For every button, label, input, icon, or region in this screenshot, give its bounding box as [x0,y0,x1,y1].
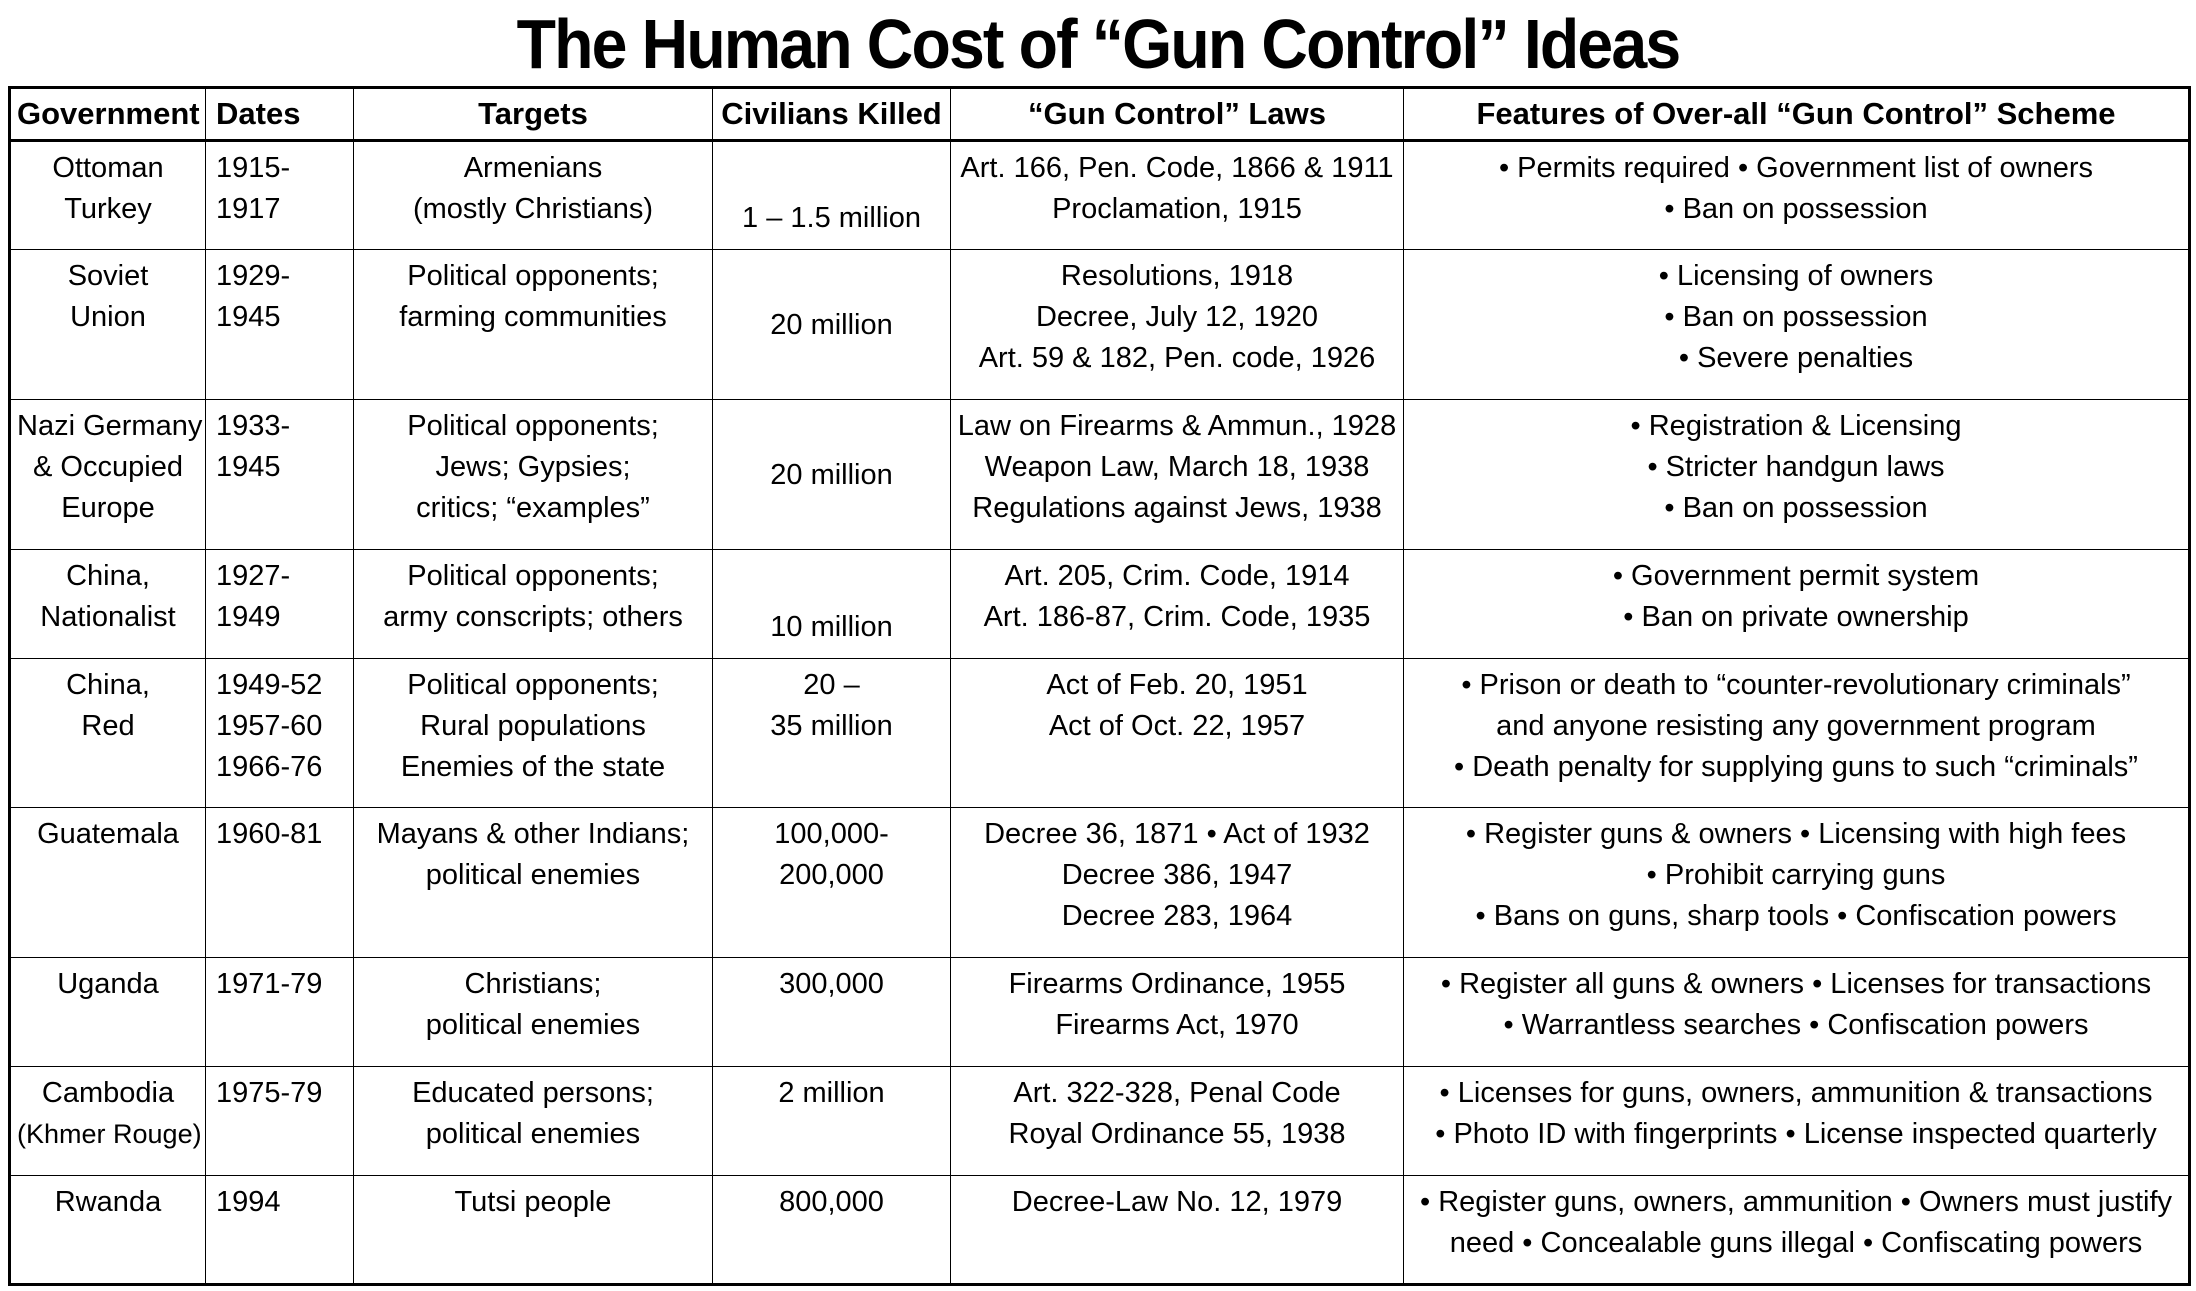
cell-targets [354,141,713,250]
cell-gun-control-laws-line: Weapon Law, March 18, 1938 [984,450,1370,483]
cell-civilians-killed-line: 2 million [778,1077,885,1110]
cell-features-line: • Photo ID with fingerprints • License inspected quarterly [1435,1118,2157,1151]
table-row [10,808,2190,958]
cell-targets-line: political enemies [425,859,641,892]
cell-gun-control-laws [951,1176,1404,1285]
human-cost-table [8,86,2191,1286]
cell-features-line: • Register all guns & owners • Licenses for transactions [1440,968,2152,1001]
cell-features-line: • Prohibit carrying guns [1646,859,1946,892]
cell-civilians-killed-line: 300,000 [779,968,884,1001]
table-header-row [10,88,2190,141]
table-row [10,399,2190,549]
cell-gun-control-laws-line: Royal Ordinance 55, 1938 [1008,1118,1346,1151]
cell-civilians-killed [713,808,951,958]
cell-government-line: Rwanda [54,1186,162,1219]
cell-civilians-killed-line: 20 million [770,308,893,341]
cell-features-line: • Ban on possession [1664,300,1928,333]
cell-gun-control-laws-line: Act of Oct. 22, 1957 [1048,709,1306,742]
cell-features-line: • Ban on private ownership [1623,600,1969,633]
cell-dates [206,658,354,808]
cell-government-line: China, [66,668,150,701]
cell-government-line: China, [66,559,150,592]
cell-targets [354,808,713,958]
cell-targets [354,658,713,808]
cell-features-line: • Ban on possession [1664,491,1928,524]
cell-targets-line: Jews; Gypsies; [435,450,631,483]
cell-government [10,958,206,1067]
cell-features-line: • Severe penalties [1678,341,1914,374]
table-row [10,1176,2190,1285]
cell-targets-line: Political opponents; [407,668,659,701]
cell-targets [354,399,713,549]
cell-civilians-killed [713,658,951,808]
cell-features-line: • Prison or death to “counter-revolutionary criminals” [1461,668,2131,701]
cell-targets-line: Political opponents; [407,409,659,442]
cell-gun-control-laws [951,399,1404,549]
cell-gun-control-laws-line: Proclamation, 1915 [1052,193,1302,225]
cell-civilians-killed [713,958,951,1067]
cell-government-line: (Khmer Rouge) [17,1119,202,1150]
cell-features [1404,549,2190,658]
cell-gun-control-laws-line: Art. 322-328, Penal Code [1013,1077,1341,1110]
cell-features-line: • Register guns & owners • Licensing with high fees [1465,818,2127,851]
cell-features-line: • Stricter handgun laws [1647,450,1945,483]
cell-government [10,1176,206,1285]
cell-gun-control-laws-line: Decree 36, 1871 • Act of 1932 [984,818,1370,851]
cell-dates-line: 1929- [216,259,291,292]
cell-government-line: Europe [61,491,155,524]
cell-government-line: Nazi Germany [17,409,203,442]
cell-dates [206,808,354,958]
cell-targets-line: army conscripts; others [383,600,683,633]
cell-features-line: • Licensing of owners [1658,259,1934,292]
cell-gun-control-laws-line: Firearms Act, 1970 [1055,1009,1299,1042]
cell-targets-line: Tutsi people [454,1186,612,1219]
cell-dates-line: 1960-81 [216,818,323,851]
cell-targets-line: (mostly Christians) [412,193,654,225]
cell-features [1404,658,2190,808]
cell-dates [206,1067,354,1176]
cell-government [10,141,206,250]
cell-civilians-killed-line: 35 million [770,709,893,742]
cell-targets [354,249,713,399]
header-civilians-killed: Civilians Killed [713,88,951,141]
cell-gun-control-laws [951,958,1404,1067]
table-row [10,249,2190,399]
table-row [10,549,2190,658]
cell-features [1404,808,2190,958]
cell-gun-control-laws [951,1067,1404,1176]
cell-civilians-killed-line: 10 million [770,610,893,643]
page-title: The Human Cost of “Gun Control” Ideas [516,5,1680,83]
cell-targets-line: Armenians [463,152,603,184]
cell-gun-control-laws-line: Resolutions, 1918 [1060,259,1294,292]
cell-civilians-killed [713,549,951,658]
cell-dates-line: 1949 [216,600,281,633]
cell-gun-control-laws-line: Regulations against Jews, 1938 [972,491,1382,524]
cell-targets-line: farming communities [399,300,667,333]
cell-dates-line: 1945 [216,300,281,333]
cell-civilians-killed [713,1067,951,1176]
cell-gun-control-laws [951,141,1404,250]
header-features: Features of Over-all “Gun Control” Scheme [1404,88,2190,141]
table-row [10,958,2190,1067]
cell-civilians-killed [713,399,951,549]
cell-features [1404,1067,2190,1176]
cell-government [10,399,206,549]
cell-targets-line: political enemies [425,1009,641,1042]
cell-features-line: • Warrantless searches • Confiscation powers [1503,1009,2089,1042]
cell-government [10,658,206,808]
cell-dates-line: 1945 [216,450,281,483]
cell-civilians-killed-line: 1 – 1.5 million [742,201,921,234]
cell-features-line: and anyone resisting any government program [1496,709,2096,742]
cell-government-line: Turkey [64,193,152,225]
table-row [10,1067,2190,1176]
cell-gun-control-laws-line: Decree, July 12, 1920 [1035,300,1319,333]
cell-features-line: • Ban on possession [1664,193,1928,225]
cell-targets [354,958,713,1067]
cell-dates-line: 1966-76 [216,750,323,783]
cell-dates [206,141,354,250]
cell-targets-line: Educated persons; [412,1077,654,1110]
cell-targets-line: Rural populations [420,709,646,742]
cell-targets [354,1176,713,1285]
cell-targets-line: Mayans & other Indians; [376,818,690,851]
cell-dates-line: 1975-79 [216,1077,323,1110]
cell-dates-line: 1915- [216,152,291,184]
table-row [10,658,2190,808]
cell-gun-control-laws-line: Art. 166, Pen. Code, 1866 & 1911 [960,152,1394,184]
cell-gun-control-laws-line: Art. 59 & 182, Pen. code, 1926 [978,341,1376,374]
cell-targets-line: political enemies [425,1118,641,1151]
cell-government-line: Ottoman [52,152,164,184]
cell-government-line: Guatemala [37,818,179,851]
cell-features-line: • Bans on guns, sharp tools • Confiscation powers [1475,900,2117,933]
cell-dates [206,1176,354,1285]
cell-gun-control-laws-line: Decree 386, 1947 [1061,859,1293,892]
cell-features-line: • Licenses for guns, owners, ammunition & transactions [1439,1077,2153,1110]
cell-government-line: Cambodia [41,1077,175,1110]
cell-government-line: Uganda [57,968,159,1001]
cell-features [1404,399,2190,549]
cell-gun-control-laws [951,658,1404,808]
cell-features-line: • Register guns, owners, ammunition • Owners must justify [1419,1186,2173,1219]
cell-government [10,549,206,658]
header-targets: Targets [354,88,713,141]
cell-government-line: Union [70,300,146,333]
cell-government [10,1067,206,1176]
cell-dates-line: 1933- [216,409,291,442]
cell-gun-control-laws [951,249,1404,399]
cell-civilians-killed-line: 20 – [803,668,860,701]
cell-government-line: Soviet [67,259,149,292]
cell-targets-line: critics; “examples” [416,491,650,524]
cell-gun-control-laws-line: Art. 186-87, Crim. Code, 1935 [983,600,1371,633]
cell-dates-line: 1917 [216,193,281,225]
cell-features [1404,958,2190,1067]
cell-dates [206,399,354,549]
cell-features [1404,141,2190,250]
header-gun-control-laws: “Gun Control” Laws [951,88,1404,141]
cell-gun-control-laws-line: Art. 205, Crim. Code, 1914 [1004,559,1350,592]
cell-gun-control-laws-line: Act of Feb. 20, 1951 [1046,668,1308,701]
cell-features [1404,249,2190,399]
cell-civilians-killed [713,1176,951,1285]
cell-targets-line: Political opponents; [407,559,659,592]
cell-dates [206,249,354,399]
cell-civilians-killed-line: 100,000- [774,818,889,851]
cell-government-line: Red [81,709,135,742]
cell-dates-line: 1994 [216,1186,281,1219]
cell-features-line: • Death penalty for supplying guns to such “criminals” [1454,750,2138,783]
header-dates: Dates [206,88,354,141]
cell-government [10,249,206,399]
cell-civilians-killed [713,249,951,399]
cell-gun-control-laws-line: Firearms Ordinance, 1955 [1008,968,1346,1001]
header-government: Government [10,88,206,141]
cell-targets-line: Enemies of the state [400,750,666,783]
cell-dates-line: 1957-60 [216,709,323,742]
table-row [10,141,2190,250]
cell-dates-line: 1971-79 [216,968,323,1001]
cell-civilians-killed-line: 20 million [770,458,893,491]
cell-civilians-killed-line: 200,000 [779,859,884,892]
cell-targets [354,1067,713,1176]
cell-targets-line: Christians; [464,968,602,1001]
cell-gun-control-laws [951,549,1404,658]
cell-features [1404,1176,2190,1285]
cell-dates-line: 1949-52 [216,668,323,701]
cell-gun-control-laws-line: Decree 283, 1964 [1061,900,1293,933]
cell-dates-line: 1927- [216,559,291,592]
cell-government-line: & Occupied [33,450,183,483]
table-body [10,141,2190,1285]
cell-dates [206,549,354,658]
cell-civilians-killed-line: 800,000 [779,1186,884,1219]
cell-features-line: • Government permit system [1612,559,1980,592]
cell-government-line: Nationalist [40,600,176,633]
cell-features-line: • Registration & Licensing [1630,409,1962,442]
cell-gun-control-laws-line: Law on Firearms & Ammun., 1928 [957,409,1397,442]
cell-features-line: • Permits required • Government list of owners [1498,152,2094,184]
cell-gun-control-laws [951,808,1404,958]
cell-features-line: need • Concealable guns illegal • Confiscating powers [1449,1227,2143,1260]
cell-dates [206,958,354,1067]
cell-government [10,808,206,958]
cell-targets [354,549,713,658]
cell-gun-control-laws-line: Decree-Law No. 12, 1979 [1011,1186,1343,1219]
cell-civilians-killed [713,141,951,250]
cell-targets-line: Political opponents; [407,259,659,292]
